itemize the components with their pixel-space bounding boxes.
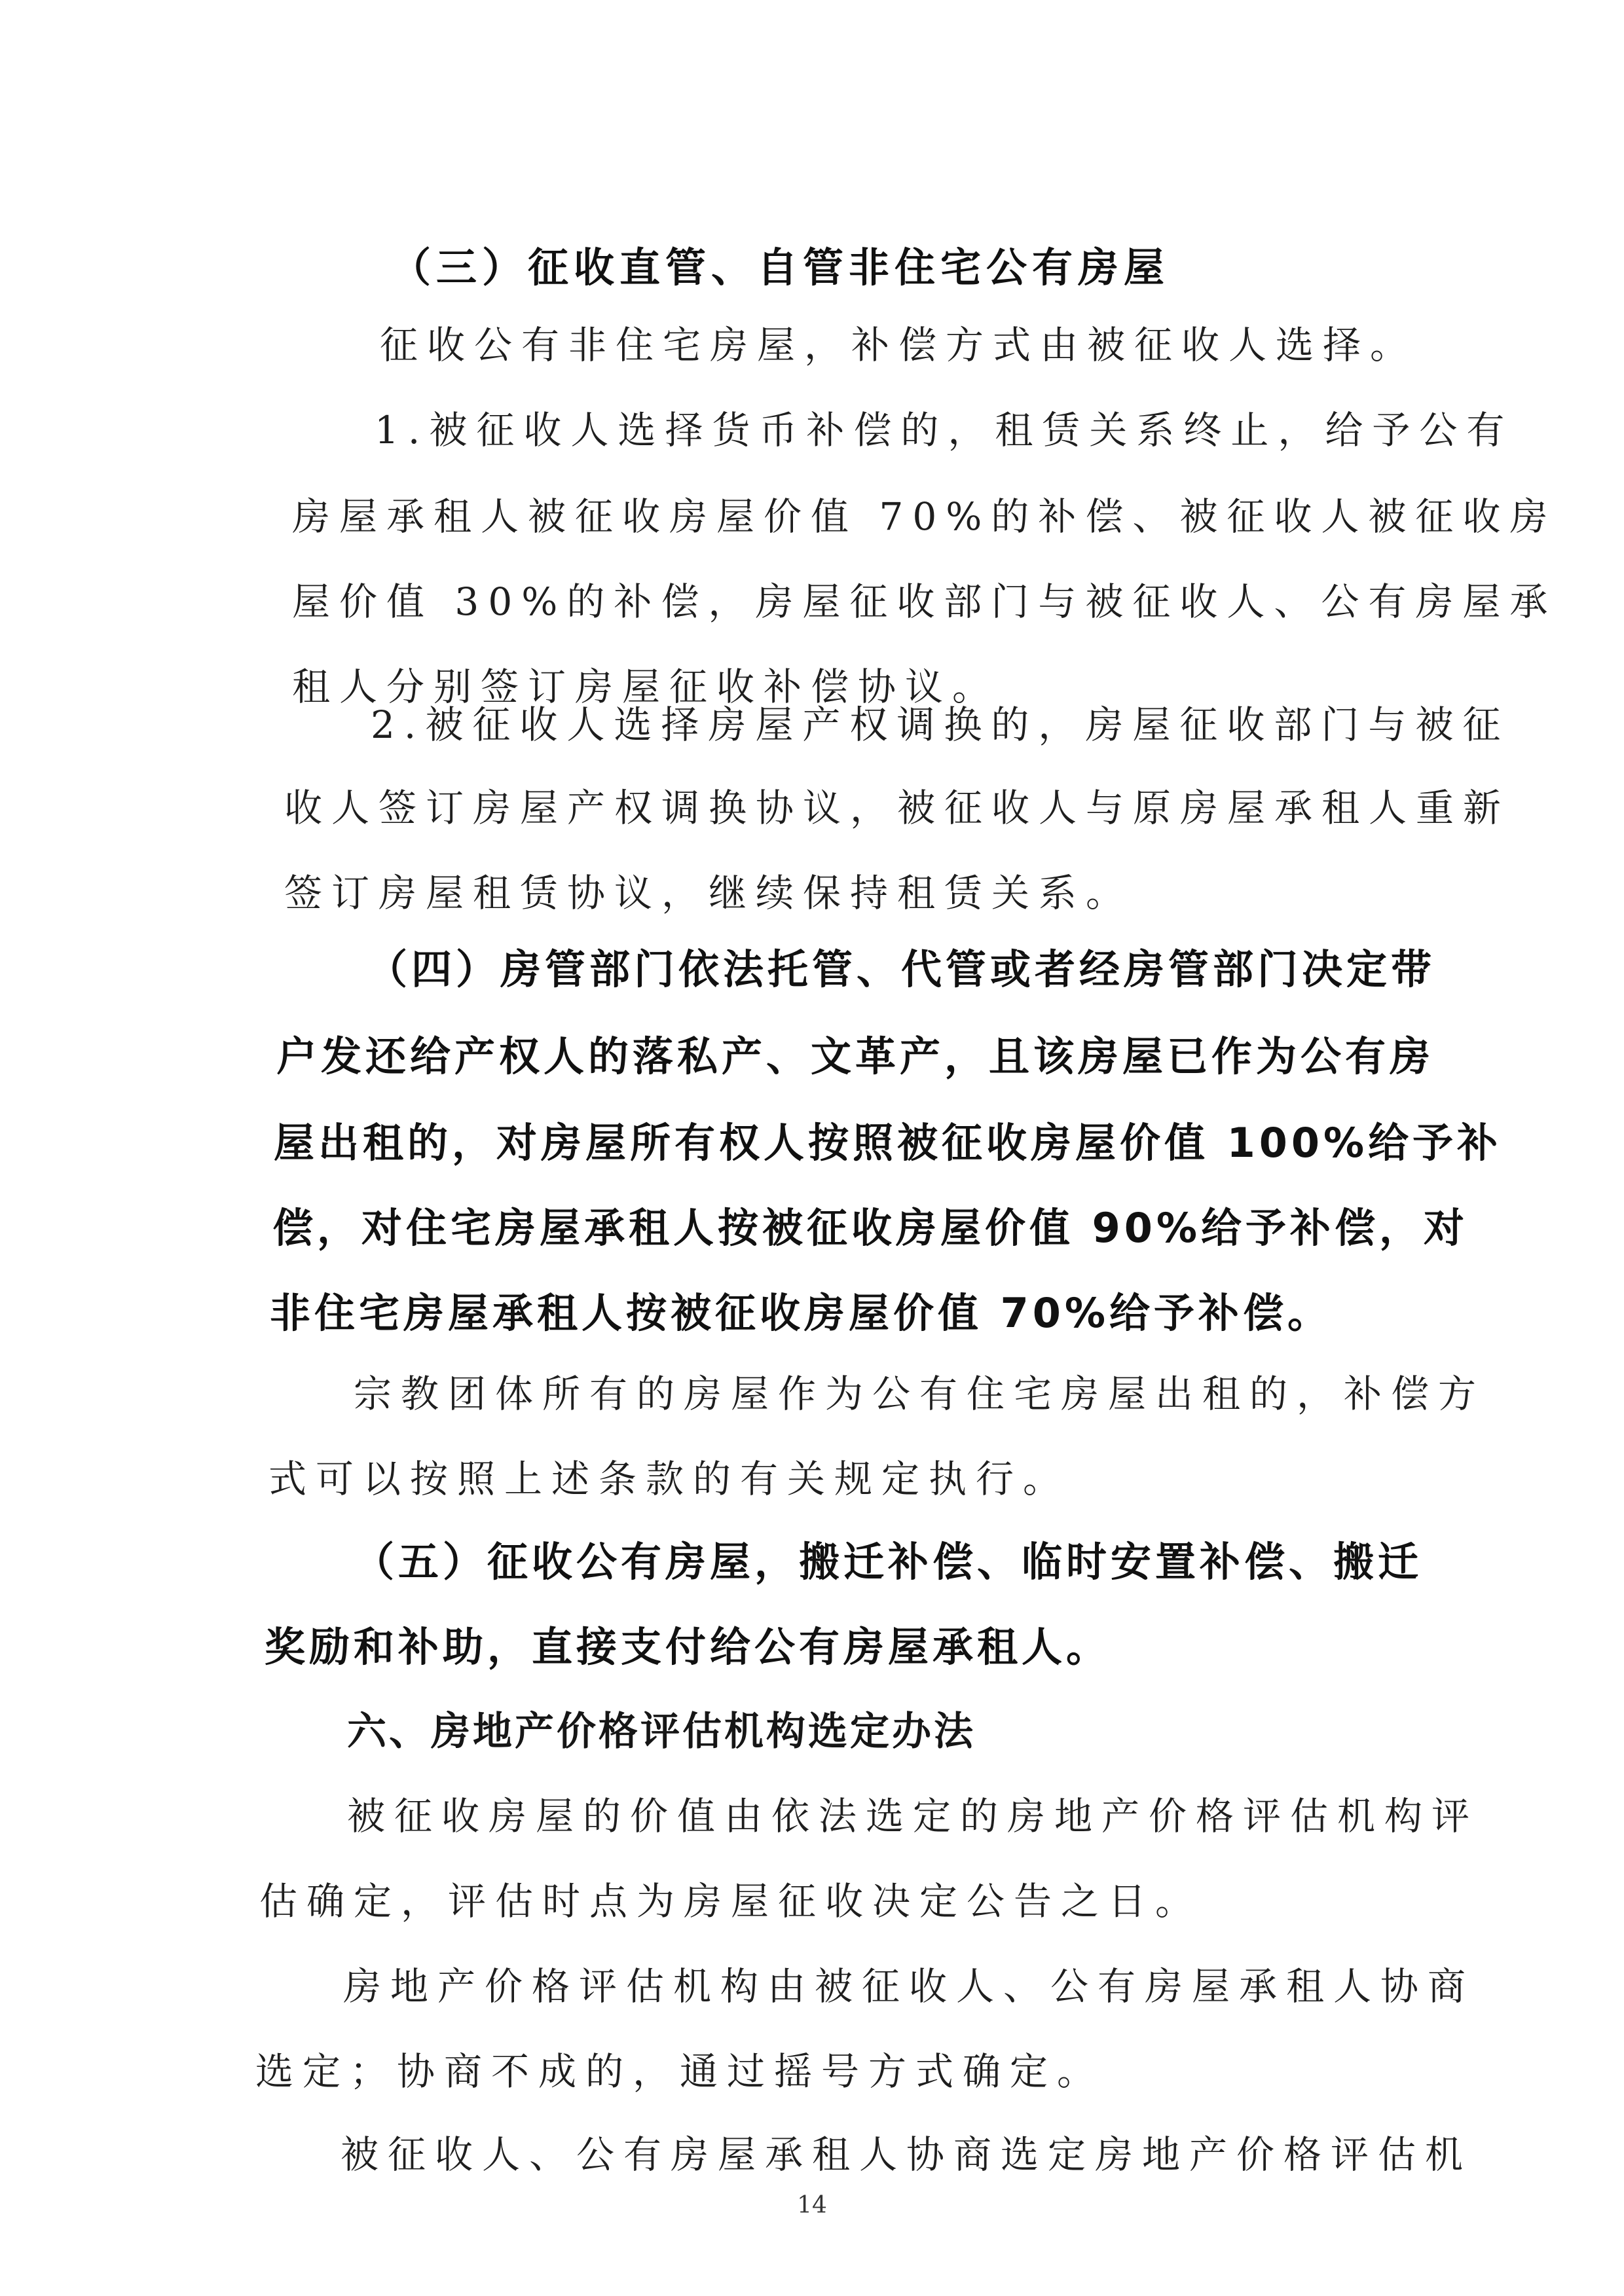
section-6-heading: 六、房地产价格评估机构选定办法 — [347, 1709, 976, 1755]
section-6-paragraph-2-line: 选定；协商不成的，通过摇号方式确定。 — [255, 2049, 1105, 2094]
section-3-item-1-line: 1.被征收人选择货币补偿的，租赁关系终止，给予公有 — [375, 408, 1514, 452]
page-number: 14 — [797, 2192, 827, 2219]
section-6-paragraph-1-line: 被征收房屋的价值由依法选定的房地产价格评估机构评 — [347, 1794, 1479, 1838]
section-5-line: （五）征收公有房屋，搬迁补偿、临时安置补偿、搬迁 — [354, 1538, 1423, 1586]
section-3-item-2-line: 2.被征收人选择房屋产权调换的，房屋征收部门与被征 — [371, 702, 1510, 747]
section-3-heading: （三）征收直管、自管非住宅公有房屋 — [390, 244, 1170, 291]
section-4-line: 偿，对住宅房屋承租人按被征收房屋价值 90%给予补偿，对 — [272, 1204, 1468, 1252]
section-6-paragraph-2-line: 房地产价格评估机构由被征收人、公有房屋承租人协商 — [343, 1964, 1475, 2009]
section-4-line: 户发还给产权人的落私产、文革产，且该房屋已作为公有房 — [276, 1032, 1435, 1080]
section-3-paragraph: 征收公有非住宅房屋，补偿方式由被征收人选择。 — [380, 323, 1418, 367]
section-3-item-2-line: 签订房屋租赁协议，继续保持租赁关系。 — [284, 871, 1134, 915]
section-3-item-1-line: 屋价值 30%的补偿，房屋征收部门与被征收人、公有房屋承 — [292, 579, 1557, 624]
section-3-item-2-line: 收人签订房屋产权调换协议，被征收人与原房屋承租人重新 — [284, 786, 1511, 830]
section-3-item-1-line: 房屋承租人被征收房屋价值 70%的补偿、被征收人被征收房 — [292, 494, 1557, 539]
section-3-item-1-line: 租人分别签订房屋征收补偿协议。 — [292, 665, 1000, 709]
section-4-line: （四）房管部门依法托管、代管或者经房管部门决定带 — [367, 945, 1436, 993]
section-4-paragraph-line: 式可以按照上述条款的有关规定执行。 — [268, 1457, 1071, 1501]
section-4-paragraph-line: 宗教团体所有的房屋作为公有住宅房屋出租的，补偿方 — [354, 1372, 1486, 1416]
section-6-paragraph-1-line: 估确定，评估时点为房屋征收决定公告之日。 — [259, 1879, 1203, 1923]
section-6-paragraph-3-line: 被征收人、公有房屋承租人协商选定房地产价格评估机 — [341, 2132, 1473, 2177]
section-4-line: 屋出租的，对房屋所有权人按照被征收房屋价值 100%给予补 — [274, 1119, 1502, 1167]
section-5-line: 奖励和补助，直接支付给公有房屋承租人。 — [265, 1623, 1111, 1671]
section-4-line: 非住宅房屋承租人按被征收房屋价值 70%给予补偿。 — [270, 1289, 1332, 1337]
